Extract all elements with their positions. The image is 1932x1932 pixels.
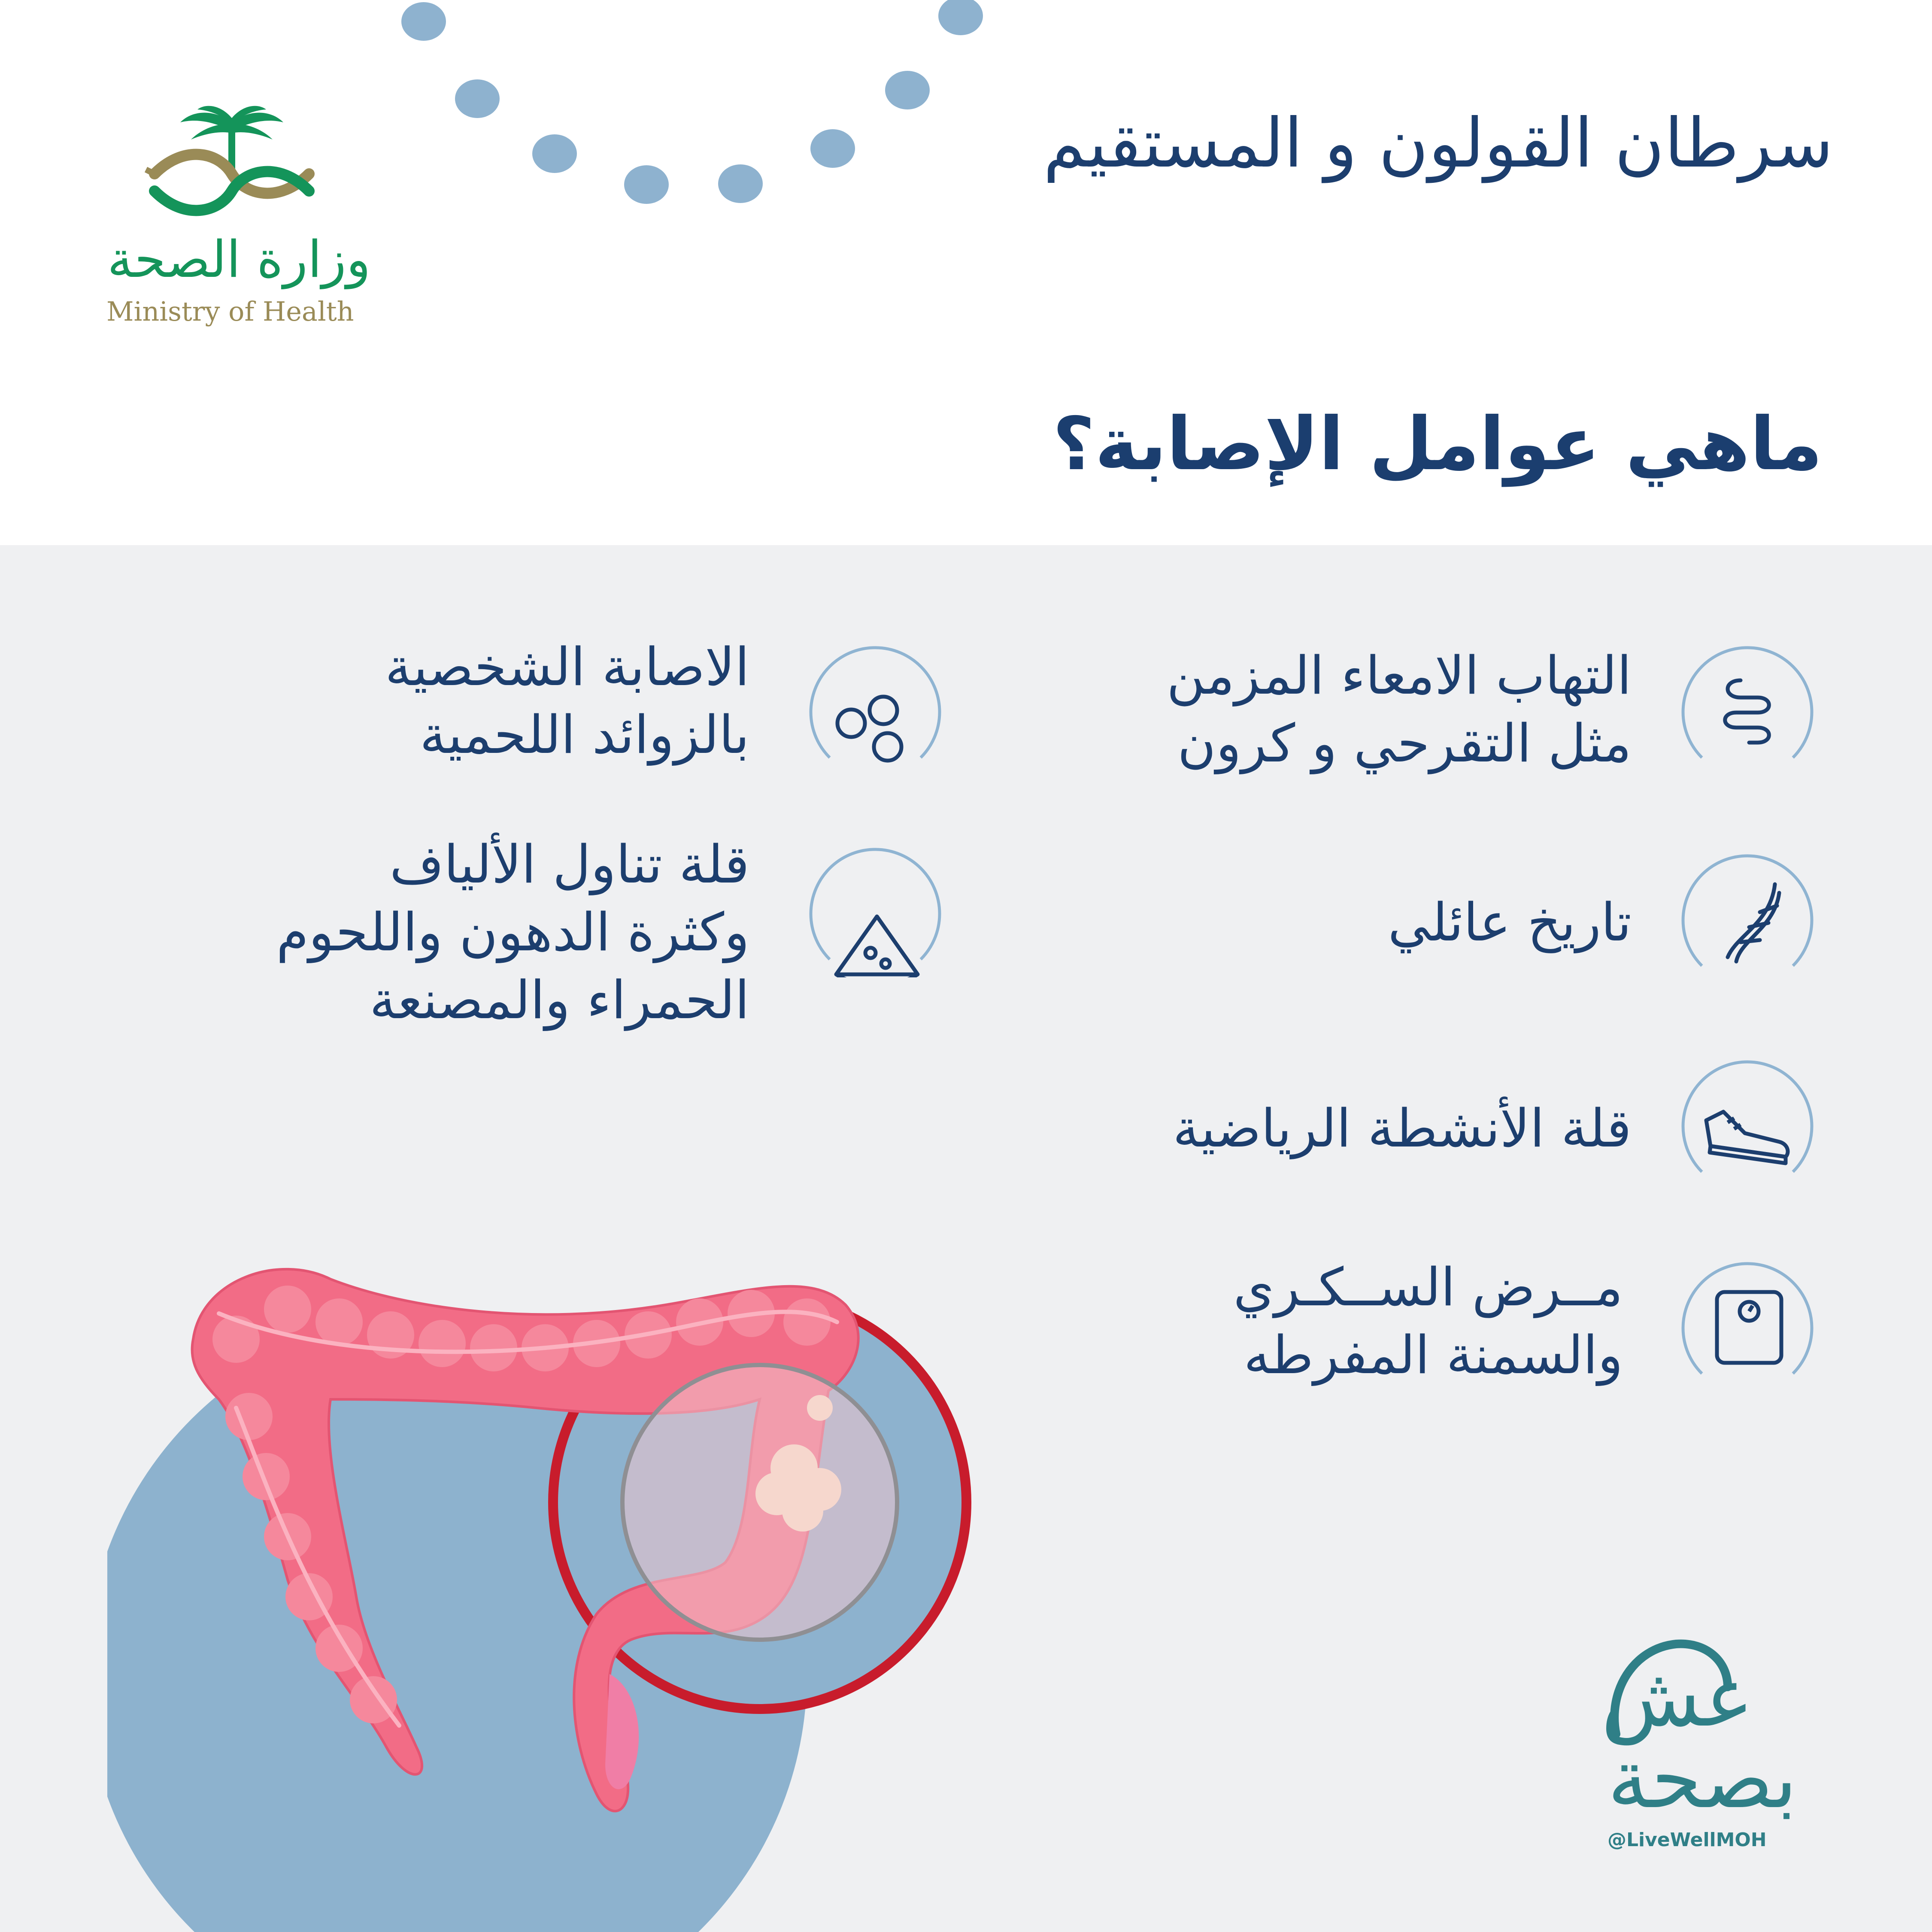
decor-dot: [624, 165, 669, 204]
decor-dot: [810, 129, 855, 168]
ministry-name-english: Ministry of Health: [106, 296, 354, 327]
decor-dot: [885, 71, 930, 109]
factor-ring: [1676, 1249, 1819, 1392]
pizza-slice-icon: [836, 916, 918, 977]
factor-ring: [1676, 1047, 1819, 1190]
factor-low-fiber-diet: [276, 831, 749, 1034]
decor-dot: [938, 0, 983, 35]
top-section: [0, 0, 1932, 545]
shoe-icon: [1706, 1112, 1788, 1163]
decor-dot: [718, 164, 763, 203]
dna-icon: [1728, 884, 1779, 961]
factor-text-line: بالزوائد اللحمية: [419, 704, 749, 765]
factor-text-line: قلة تناول الألياف: [389, 834, 749, 895]
page-title: سرطان القولون و المستقيم: [1043, 104, 1833, 183]
factor-ring: [1676, 841, 1819, 984]
factor-text-line: وكثرة الدهون واللحوم: [276, 902, 749, 963]
decor-dot: [401, 2, 446, 41]
factor-text-line: الاصابة الشخصية: [385, 637, 749, 698]
factor-low-activity: [1173, 1095, 1632, 1162]
polyps-icon: [837, 697, 901, 761]
factor-diabetes-obesity: [1233, 1253, 1623, 1389]
factor-ring: [1676, 633, 1819, 776]
factor-chronic-ibd: [1167, 642, 1632, 777]
decor-dot: [455, 79, 500, 118]
factor-ring: [804, 835, 946, 977]
factor-text-line: مــرض الســكـري: [1233, 1257, 1623, 1318]
factor-family-history: [1388, 889, 1632, 956]
factor-text-line: والسمنة المفرطه: [1244, 1325, 1623, 1386]
factor-text-line: مثل التقرحي و كرون: [1177, 713, 1632, 774]
scale-icon: [1717, 1292, 1781, 1363]
decor-dot: [532, 134, 577, 173]
ministry-name-arabic: وزارة الصحة: [107, 230, 371, 289]
factor-ring: [804, 633, 946, 776]
section-heading: ماهي عوامل الإصابة؟: [1052, 402, 1823, 487]
livewell-handle: @LiveWellMOH: [1607, 1829, 1767, 1851]
factor-text-line: تاريخ عائلي: [1388, 892, 1632, 953]
livewell-arabic-bottom: بصحة: [1607, 1732, 1798, 1826]
intestine-icon: [1725, 680, 1769, 743]
livewell-arabic-top: عش: [1601, 1650, 1754, 1745]
factor-personal-polyps: [385, 633, 749, 769]
factor-text-line: الحمراء والمصنعة: [369, 970, 749, 1031]
moh-logo-icon: [137, 105, 326, 225]
factor-text-line: التهاب الامعاء المزمن: [1166, 645, 1632, 706]
factor-text-line: قلة الأنشطة الرياضية: [1173, 1098, 1632, 1159]
colon-illustration: [107, 1193, 987, 1932]
